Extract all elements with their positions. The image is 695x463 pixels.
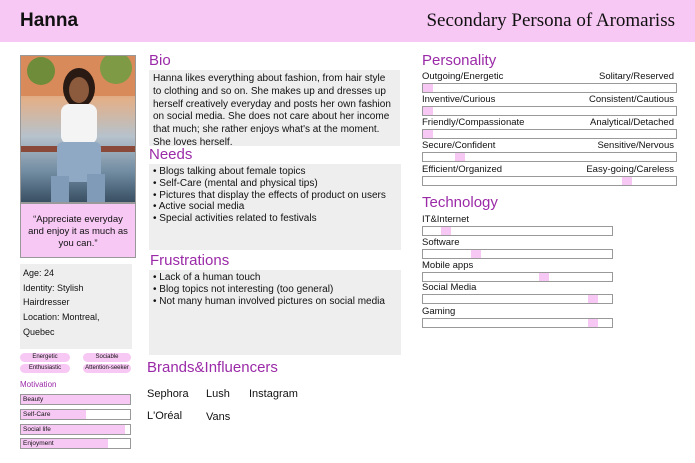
- technology-scale: [422, 294, 613, 304]
- brand-item: Lush: [206, 388, 230, 400]
- frustrations-item: • Not many human involved pictures on social media: [153, 296, 401, 308]
- motivation-label: Social life: [23, 426, 51, 433]
- personality-heading: Personality: [422, 52, 497, 69]
- persona-quote: “Appreciate everyday and enjoy it as much as you can.”: [20, 203, 136, 258]
- trait-tag: Enthusiastic: [20, 364, 70, 373]
- frustrations-item: • Blog topics not interesting (too general): [153, 284, 401, 296]
- trait-tag: Attention-seeker: [83, 364, 131, 373]
- technology-marker: [539, 273, 549, 281]
- persona-photo: [20, 55, 136, 203]
- technology-label: Software: [422, 237, 460, 248]
- personality-scale: [422, 106, 677, 116]
- persona-photo-illustration: [21, 56, 136, 203]
- technology-label: Social Media: [422, 282, 477, 293]
- motivation-heading: Motivation: [20, 380, 57, 389]
- technology-scale: [422, 226, 613, 236]
- personality-right-label: Sensitive/Nervous: [597, 140, 674, 151]
- info-age: Age: 24: [23, 268, 55, 278]
- needs-heading: Needs: [149, 146, 193, 163]
- frustrations-heading: Frustrations: [150, 252, 230, 269]
- motivation-bar: [20, 438, 131, 449]
- technology-label: Gaming: [422, 306, 456, 317]
- technology-label: IT&Internet: [422, 214, 469, 225]
- personality-left-label: Outgoing/Energetic: [422, 71, 504, 82]
- personality-right-label: Consistent/Cautious: [588, 94, 674, 105]
- info-identity: Identity: Stylish: [23, 282, 84, 293]
- technology-scale: [422, 272, 613, 282]
- bio-text: Hanna likes everything about fashion, from hair style to clothing and so on. She makes up and dresses up herself creatively everyday and posts her own fashion on social media. She does not care about her income that much; she rather enjoys what's at the moment. She loves herself.: [149, 70, 400, 146]
- trait-tag: Sociable: [83, 353, 131, 362]
- personality-right-label: Easy-going/Careless: [586, 164, 674, 175]
- technology-scale: [422, 318, 613, 328]
- persona-name: Hanna: [20, 10, 79, 31]
- technology-marker: [471, 250, 481, 258]
- technology-scale: [422, 249, 613, 259]
- personality-marker: [455, 153, 465, 161]
- personality-scale: [422, 152, 677, 162]
- motivation-bar: [20, 424, 131, 435]
- needs-item: • Blogs talking about female topics: [153, 166, 401, 178]
- personality-left-label: Inventive/Curious: [422, 94, 496, 105]
- brand-item: Sephora: [147, 388, 189, 400]
- technology-marker: [588, 295, 598, 303]
- info-location: Location: Montreal,: [23, 312, 100, 323]
- motivation-label: Enjoyment: [23, 440, 54, 447]
- info-occupation: Hairdresser: [23, 297, 70, 308]
- personality-left-label: Secure/Confident: [422, 140, 496, 151]
- personality-marker: [622, 177, 632, 185]
- technology-heading: Technology: [422, 194, 498, 211]
- personality-right-label: Analytical/Detached: [590, 117, 674, 128]
- frustrations-item: • Lack of a human touch: [153, 272, 401, 284]
- page-title: Secondary Persona of Aromariss: [426, 10, 675, 31]
- needs-item: • Pictures that display the effects of product on users: [153, 190, 401, 202]
- trait-tag: Energetic: [20, 353, 70, 362]
- technology-marker: [588, 319, 598, 327]
- motivation-label: Beauty: [23, 396, 44, 403]
- technology-label: Mobile apps: [422, 260, 474, 271]
- needs-box: [149, 164, 401, 250]
- needs-item: • Special activities related to festivals: [153, 213, 401, 225]
- personality-left-label: Friendly/Compassionate: [422, 117, 525, 128]
- brand-item: L'Oréal: [147, 410, 183, 422]
- personality-left-label: Efficient/Organized: [422, 164, 503, 175]
- info-region: Quebec: [23, 326, 55, 337]
- personality-marker: [423, 84, 433, 92]
- needs-item: • Self-Care (mental and physical tips): [153, 178, 401, 190]
- bio-heading: Bio: [149, 52, 171, 69]
- needs-item: • Active social media: [153, 201, 401, 213]
- personality-right-label: Solitary/Reserved: [599, 71, 674, 82]
- motivation-label: Self-Care: [23, 411, 51, 418]
- demographics-box: [20, 264, 132, 349]
- frustrations-box: [149, 270, 401, 355]
- brand-item: Instagram: [249, 388, 298, 400]
- personality-marker: [423, 130, 433, 138]
- personality-scale: [422, 129, 677, 139]
- motivation-bar: [20, 409, 131, 420]
- technology-marker: [441, 227, 451, 235]
- personality-scale: [422, 176, 677, 186]
- personality-scale: [422, 83, 677, 93]
- brand-item: Vans: [206, 411, 231, 423]
- personality-marker: [423, 107, 433, 115]
- brands-heading: Brands&Influencers: [147, 359, 278, 376]
- motivation-bar: [20, 394, 131, 405]
